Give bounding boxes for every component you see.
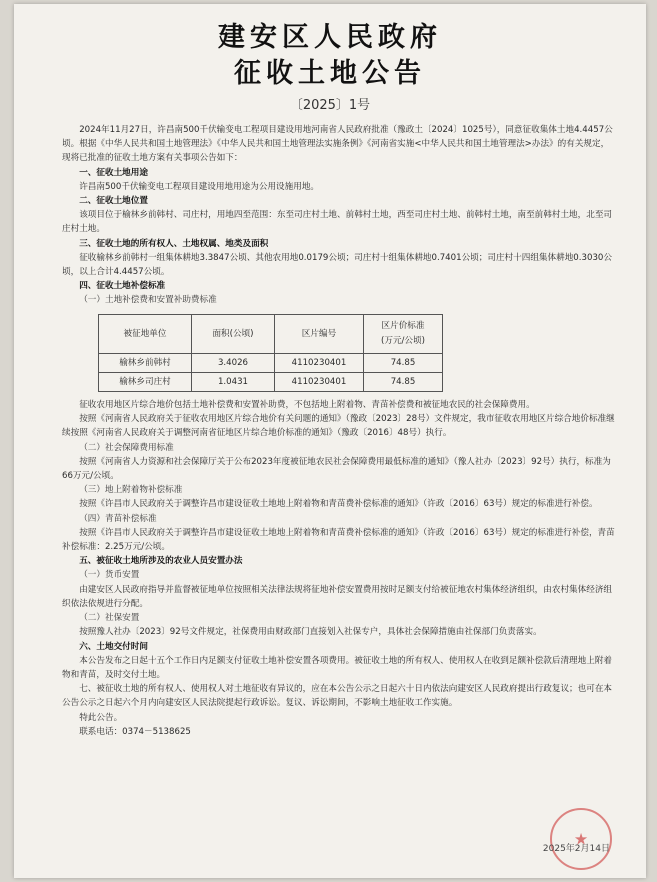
col-header-price: 区片价标准 (万元/公顷) — [364, 314, 443, 353]
cell-unit: 榆林乡前韩村 — [99, 353, 192, 372]
notice-body — [14, 123, 646, 739]
table-row — [99, 372, 443, 391]
section-4-sub-2: （二）社会保障费用标准 — [79, 442, 174, 453]
section-4-paragraph-1: 按照《河南省人民政府关于征收农用地区片综合地价有关问题的通知》（豫政〔2023〕28号）文件规定，我市征收农用地区片综合地价标准继续按照《河南省人民政府关于调整河南省征地区片综合地价标准的通知》（豫政〔2016〕48号）执行。 — [62, 414, 615, 439]
section-3-heading: 三、征收土地的所有权人、土地权属、地类及面积 — [79, 238, 269, 249]
intro-paragraph: 2024年11月27日，许昌南500千伏输变电工程项目建设用地河南省人民政府批准（豫政土〔2024〕1025号），同意征收集体土地4.4457公顷。根据《中华人民共和国土地管理法》《中华人民共和国土地管理法实施条例》《河南省实施<中华人民共和国土地管理法>办法》的有关规定，现将已批准的征收土地方案有关事项公告如下： — [62, 125, 613, 164]
section-7-text: 七、被征收土地的所有权人、使用权人对土地征收有异议的，应在本公告公示之日起六十日内依法向建安区人民政府提出行政复议；也可在本公告公示之日起六个月内向建安区人民法院提起行政诉讼。复议、诉讼期间，不影响土地征收工作实施。 — [62, 684, 613, 709]
contact-phone: 联系电话：0374－5138625 — [79, 726, 191, 737]
compensation-table — [98, 314, 443, 392]
cell-price: 74.85 — [364, 372, 443, 391]
title-line-2: 征收土地公告 — [234, 58, 426, 89]
closing-line: 特此公告。 — [79, 712, 123, 723]
seal-star-icon: ★ — [573, 829, 589, 849]
section-4-paragraph-3: 按照《许昌市人民政府关于调整许昌市建设征收土地地上附着物和青苗费补偿标准的通知》（许政〔2016〕63号）规定的标准进行补偿。 — [79, 499, 598, 510]
table-row — [99, 353, 443, 372]
section-2-heading: 二、征收土地位置 — [79, 196, 148, 207]
section-6-text: 本公告发布之日起十五个工作日内足额支付征收土地补偿安置各项费用。被征收土地的所有权人、使用权人在收到足额补偿款后清理地上附着物和青苗，及时交付土地。 — [62, 655, 613, 680]
section-4-sub-3: （三）地上附着物补偿标准 — [79, 485, 183, 496]
section-4-heading: 四、征收土地补偿标准 — [79, 281, 166, 292]
section-2-text: 该项目位于榆林乡前韩村、司庄村，用地四至范围：东至司庄村土地、前韩村土地，西至司庄村土地、前韩村土地，南至前韩村土地，北至司庄村土地。 — [62, 210, 613, 235]
title-line-1: 建安区人民政府 — [218, 22, 442, 53]
document-number: 〔2025〕1号 — [289, 98, 371, 113]
section-4-sub-1: （一）土地补偿费和安置补助费标准 — [79, 295, 217, 306]
section-5-sub-2: （二）社保安置 — [79, 613, 140, 624]
cell-price: 74.85 — [364, 353, 443, 372]
notice-sheet — [14, 4, 646, 878]
cell-unit: 榆林乡司庄村 — [99, 372, 192, 391]
issue-date: 2025年2月14日 — [542, 844, 610, 854]
section-6-heading: 六、土地交付时间 — [79, 641, 148, 652]
col-header-area: 面积(公顷) — [192, 314, 275, 353]
section-4-paragraph-2: 按照《河南省人力资源和社会保障厅关于公布2023年度被征地农民社会保障费用最低标准的通知》（豫人社办〔2023〕92号）执行，标准为66万元/公顷。 — [62, 456, 611, 482]
section-5-paragraph-1: 由建安区人民政府指导并监督被征地单位按照相关法律法规将征地补偿安置费用按时足额支付给被征地农村集体经济组织，由农村集体经济组织依法依规进行分配。 — [62, 584, 613, 609]
section-5-sub-1: （一）货币安置 — [79, 570, 140, 581]
col-header-unit: 被征地单位 — [99, 314, 192, 353]
section-5-heading: 五、被征收土地所涉及的农业人员安置办法 — [79, 556, 243, 567]
cell-zone: 4110230401 — [275, 372, 364, 391]
section-1-heading: 一、征收土地用途 — [79, 167, 148, 178]
cell-zone: 4110230401 — [275, 353, 364, 372]
section-4-paragraph-4: 按照《许昌市人民政府关于调整许昌市建设征收土地地上附着物和青苗费补偿标准的通知》（许政〔2016〕63号）规定的标准进行补偿，青苗补偿标准：2.25万元/公顷。 — [62, 527, 615, 553]
section-4-note: 征收农用地区片综合地价包括土地补偿费和安置补助费，不包括地上附着物、青苗补偿费和被征地农民的社会保障费用。 — [79, 400, 535, 411]
section-5-paragraph-2: 按照豫人社办〔2023〕92号文件规定，社保费用由财政部门直接划入社保专户，具体社会保障措施由社保部门负责落实。 — [79, 627, 542, 638]
section-3-text: 征收榆林乡前韩村一组集体耕地3.3847公顷、其他农用地0.0179公顷；司庄村十组集体耕地0.7401公顷；司庄村十四组集体耕地0.3030公顷，以上合计4.4457公顷。 — [62, 252, 612, 278]
table-header-row — [99, 314, 443, 353]
section-1-text: 许昌南500千伏输变电工程项目建设用地用途为公用设施用地。 — [79, 181, 320, 192]
cell-area: 3.4026 — [192, 353, 275, 372]
cell-area: 1.0431 — [192, 372, 275, 391]
col-header-zone: 区片编号 — [275, 314, 364, 353]
official-seal — [550, 808, 612, 870]
section-4-sub-4: （四）青苗补偿标准 — [79, 513, 157, 524]
